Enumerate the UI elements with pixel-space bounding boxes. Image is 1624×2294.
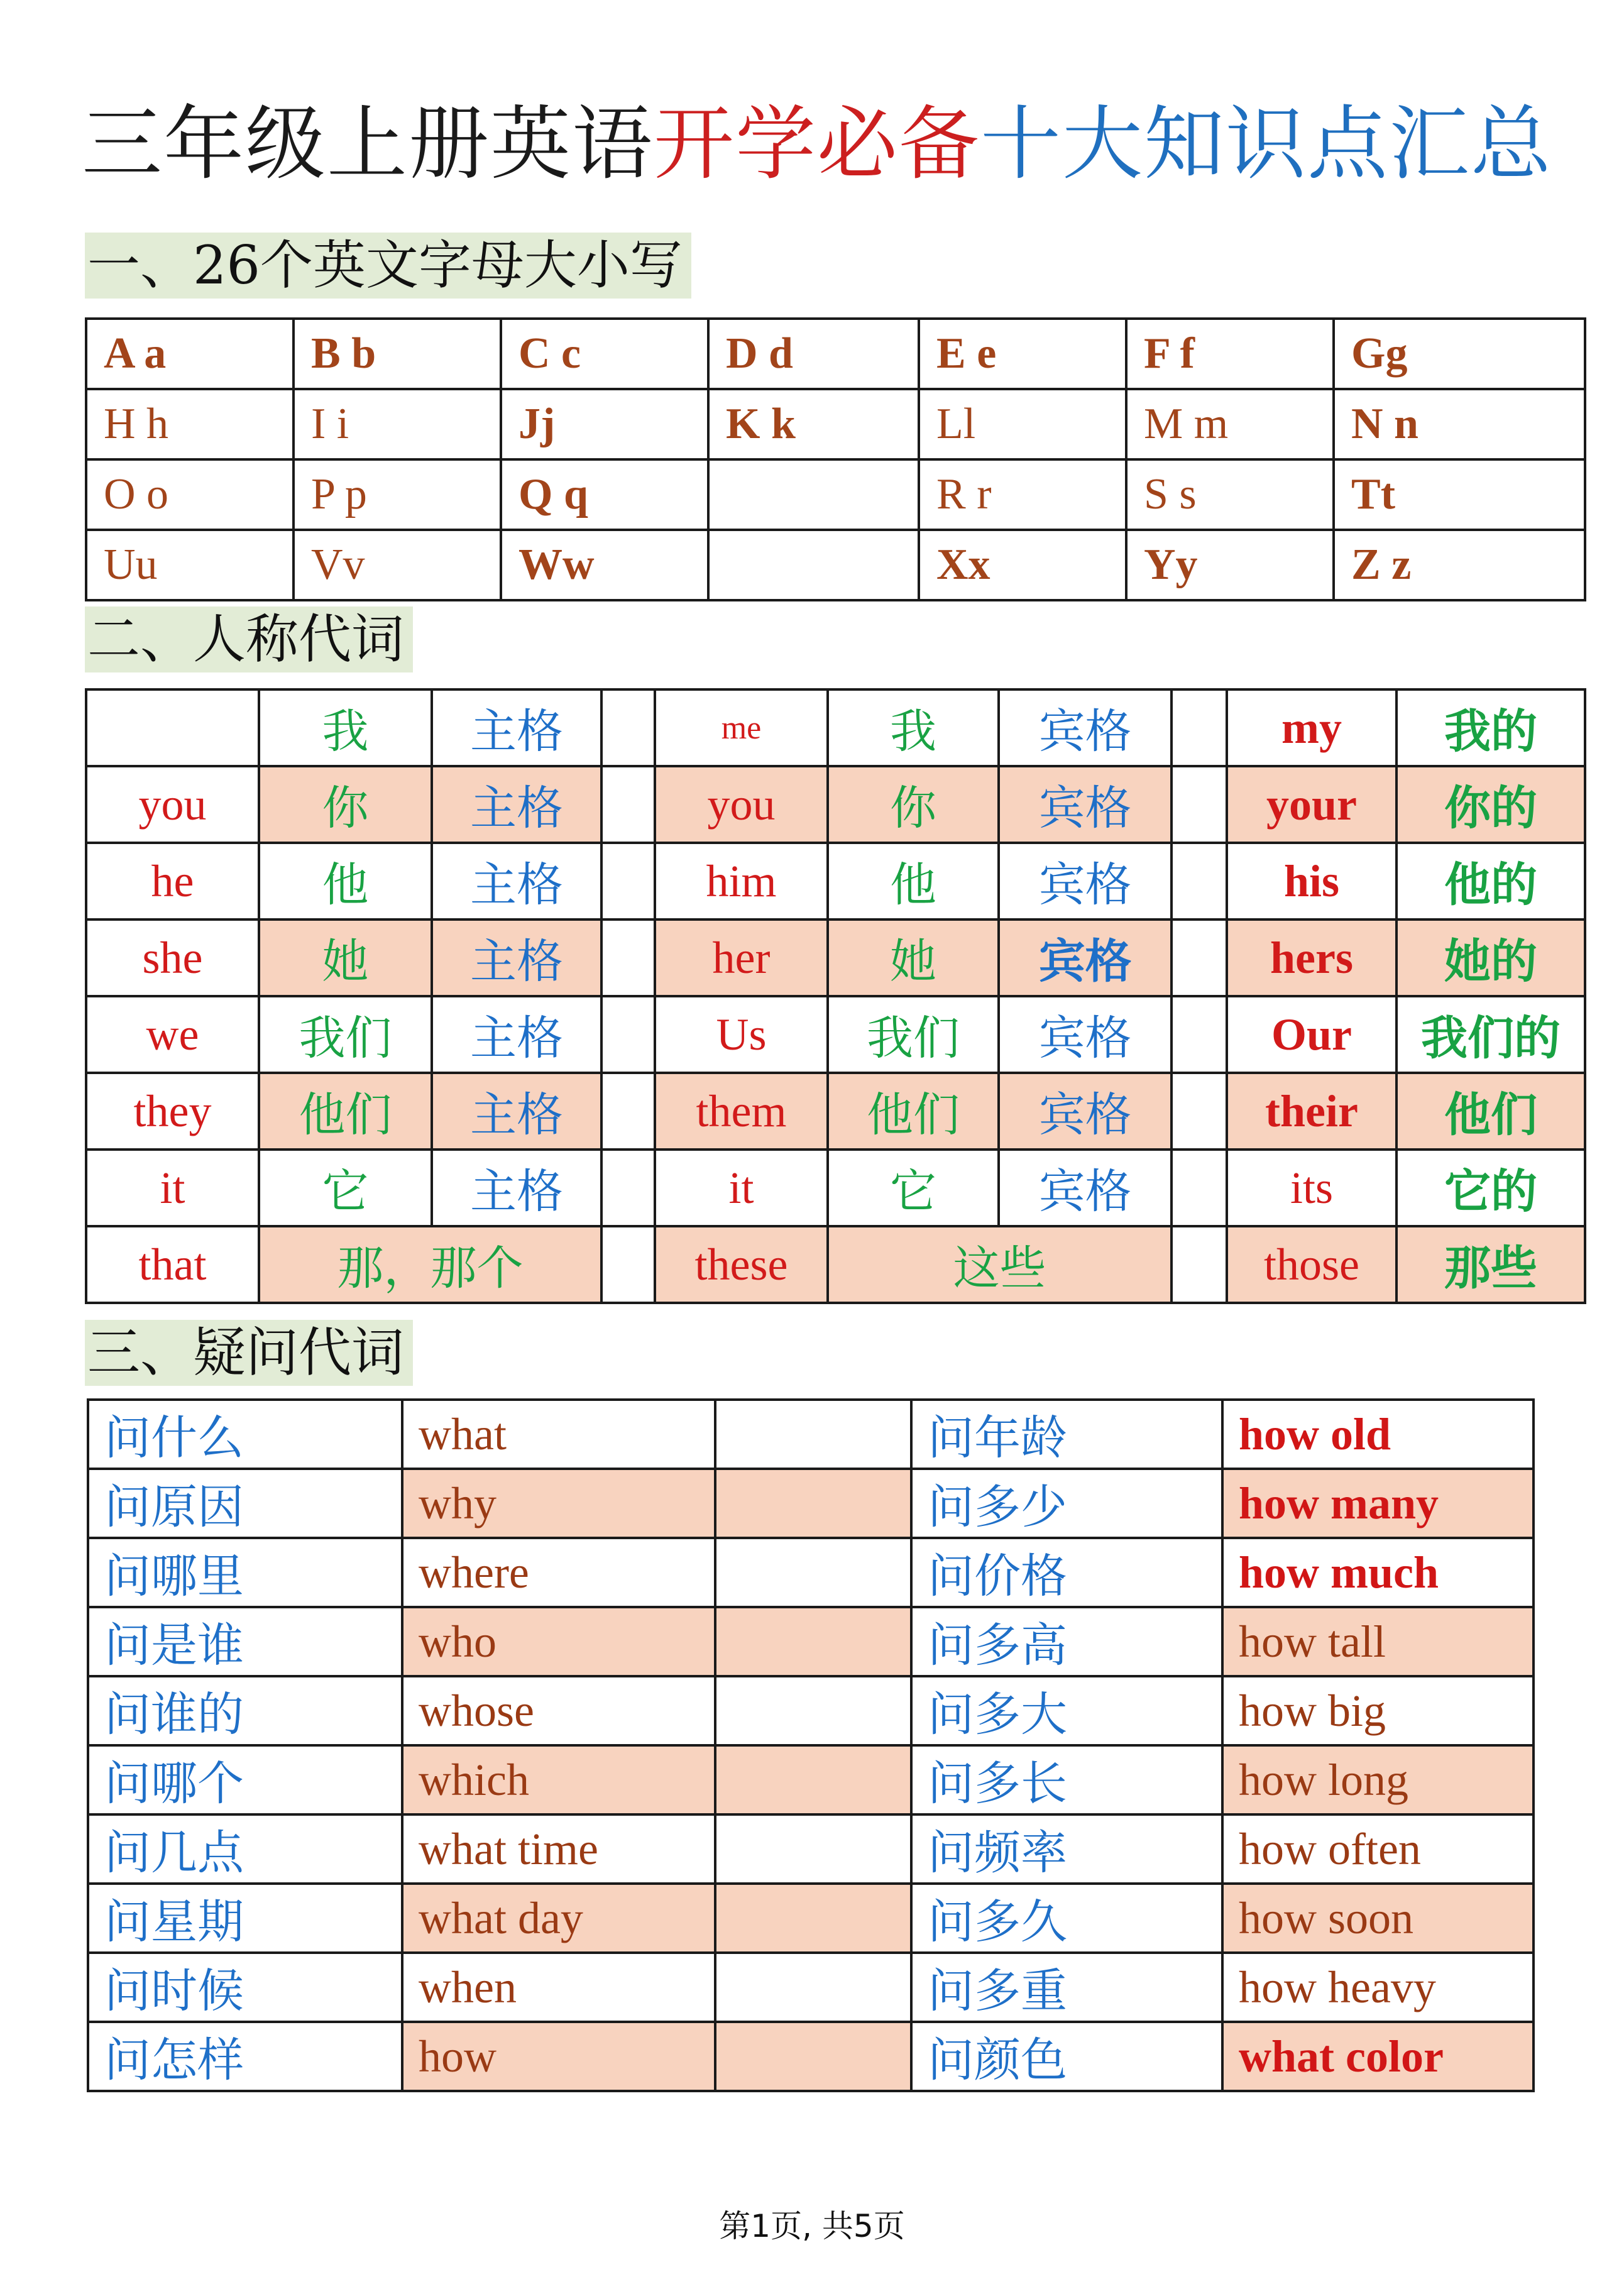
possessive-meaning: 你的 [1396, 766, 1585, 843]
object-pronoun: you [655, 766, 828, 843]
section-heading-pronouns: 二、人称代词 [85, 606, 413, 672]
letter-cell: Gg [1334, 319, 1585, 389]
spacer-cell [601, 1150, 655, 1226]
letter-cell: K k [708, 389, 919, 459]
subject-meaning: 它 [259, 1150, 432, 1226]
possessive-pronoun: your [1227, 766, 1396, 843]
question-word: who [402, 1607, 715, 1676]
question-meaning: 问怎样 [88, 2022, 402, 2091]
page-title [82, 94, 1590, 195]
letter-cell: Yy [1126, 530, 1334, 600]
table-row [88, 1814, 1533, 1884]
question-meaning: 问多大 [911, 1676, 1222, 1745]
question-meaning: 问频率 [911, 1814, 1222, 1884]
letter-cell: H h [86, 389, 294, 459]
spacer-cell [1171, 689, 1227, 766]
table-row [88, 1400, 1533, 1469]
question-word: how big [1222, 1676, 1533, 1745]
title-part-2: 开学必备 [654, 97, 981, 191]
possessive-pronoun: hers [1227, 919, 1396, 996]
question-word: how soon [1222, 1884, 1533, 1953]
question-word: what day [402, 1884, 715, 1953]
spacer-cell [715, 1469, 911, 1538]
case-label: 主格 [432, 766, 601, 843]
table-row [86, 766, 1585, 843]
spacer-cell [1171, 766, 1227, 843]
case-label: 宾格 [999, 689, 1171, 766]
subject-pronoun [86, 689, 259, 766]
spacer-cell [715, 1884, 911, 1953]
case-label: 主格 [432, 1150, 601, 1226]
section-heading-alphabet: 一、26个英文字母大小写 [85, 233, 691, 299]
question-meaning: 问哪里 [88, 1538, 402, 1607]
title-part-1: 三年级上册英语 [82, 97, 654, 191]
letter-cell: S s [1126, 459, 1334, 530]
question-meaning: 问多重 [911, 1953, 1222, 2022]
letter-cell: Ww [501, 530, 708, 600]
possessive-meaning: 他们 [1396, 1073, 1585, 1150]
personal-pronoun-table [85, 688, 1586, 1304]
question-word: how long [1222, 1745, 1533, 1814]
spacer-cell [715, 1953, 911, 2022]
subject-meaning: 你 [259, 766, 432, 843]
possessive-pronoun: those [1227, 1226, 1396, 1303]
question-word: when [402, 1953, 715, 2022]
question-meaning: 问多高 [911, 1607, 1222, 1676]
table-row [88, 2022, 1533, 2091]
object-meaning: 它 [828, 1150, 999, 1226]
object-pronoun: him [655, 843, 828, 919]
spacer-cell [601, 1226, 655, 1303]
table-row [88, 1884, 1533, 1953]
question-word: where [402, 1538, 715, 1607]
table-row [88, 1607, 1533, 1676]
letter-cell: B b [294, 319, 501, 389]
question-word: how tall [1222, 1607, 1533, 1676]
spacer-cell [601, 996, 655, 1073]
spacer-cell [1171, 843, 1227, 919]
question-meaning: 问谁的 [88, 1676, 402, 1745]
letter-cell [708, 459, 919, 530]
section-heading-questions: 三、疑问代词 [85, 1320, 413, 1386]
case-label: 宾格 [999, 843, 1171, 919]
object-meaning: 你 [828, 766, 999, 843]
letter-cell: M m [1126, 389, 1334, 459]
subject-pronoun: he [86, 843, 259, 919]
question-word: which [402, 1745, 715, 1814]
subject-pronoun: it [86, 1150, 259, 1226]
object-meaning: 我们 [828, 996, 999, 1073]
possessive-meaning: 我的 [1396, 689, 1585, 766]
spacer-cell [715, 1814, 911, 1884]
question-word: how much [1222, 1538, 1533, 1607]
letter-cell: C c [501, 319, 708, 389]
letter-cell: N n [1334, 389, 1585, 459]
question-word: whose [402, 1676, 715, 1745]
spacer-cell [601, 766, 655, 843]
letter-cell: Ll [919, 389, 1126, 459]
table-row [86, 689, 1585, 766]
question-meaning: 问什么 [88, 1400, 402, 1469]
subject-pronoun: they [86, 1073, 259, 1150]
spacer-cell [715, 2022, 911, 2091]
spacer-cell [715, 1400, 911, 1469]
subject-meaning: 她 [259, 919, 432, 996]
letter-cell: R r [919, 459, 1126, 530]
question-word: how old [1222, 1400, 1533, 1469]
object-pronoun: these [655, 1226, 828, 1303]
question-meaning: 问多少 [911, 1469, 1222, 1538]
question-meaning: 问原因 [88, 1469, 402, 1538]
page-number-footer: 第1页, 共5页 [719, 2208, 905, 2244]
table-row [88, 1745, 1533, 1814]
subject-pronoun: that [86, 1226, 259, 1303]
subject-meaning: 他 [259, 843, 432, 919]
table-row [86, 319, 1585, 389]
letter-cell: D d [708, 319, 919, 389]
question-word: what time [402, 1814, 715, 1884]
question-meaning: 问颜色 [911, 2022, 1222, 2091]
case-label: 主格 [432, 996, 601, 1073]
question-word: how many [1222, 1469, 1533, 1538]
question-meaning: 问时候 [88, 1953, 402, 2022]
letter-cell: I i [294, 389, 501, 459]
subject-pronoun: we [86, 996, 259, 1073]
letter-cell: E e [919, 319, 1126, 389]
table-row [88, 1469, 1533, 1538]
subject-meaning: 我 [259, 689, 432, 766]
letter-cell: A a [86, 319, 294, 389]
spacer-cell [601, 919, 655, 996]
case-label: 主格 [432, 1073, 601, 1150]
spacer-cell [601, 843, 655, 919]
letter-cell: Z z [1334, 530, 1585, 600]
question-word: how heavy [1222, 1953, 1533, 2022]
question-meaning: 问多长 [911, 1745, 1222, 1814]
question-meaning: 问几点 [88, 1814, 402, 1884]
table-row [86, 996, 1585, 1073]
question-word: why [402, 1469, 715, 1538]
possessive-meaning: 她的 [1396, 919, 1585, 996]
letter-cell: P p [294, 459, 501, 530]
table-row [86, 389, 1585, 459]
object-pronoun: it [655, 1150, 828, 1226]
spacer-cell [601, 689, 655, 766]
letter-cell: Vv [294, 530, 501, 600]
object-meaning: 她 [828, 919, 999, 996]
question-word: how [402, 2022, 715, 2091]
possessive-pronoun: their [1227, 1073, 1396, 1150]
question-meaning: 问多久 [911, 1884, 1222, 1953]
spacer-cell [715, 1538, 911, 1607]
question-meaning: 问价格 [911, 1538, 1222, 1607]
spacer-cell [1171, 919, 1227, 996]
question-word: how often [1222, 1814, 1533, 1884]
object-pronoun: Us [655, 996, 828, 1073]
case-label: 主格 [432, 919, 601, 996]
table-row [88, 1676, 1533, 1745]
letter-cell [708, 530, 919, 600]
letter-cell: O o [86, 459, 294, 530]
question-meaning: 问是谁 [88, 1607, 402, 1676]
subject-meaning: 我们 [259, 996, 432, 1073]
subject-meaning: 那，那个 [259, 1226, 601, 1303]
case-label: 宾格 [999, 1150, 1171, 1226]
possessive-meaning: 他的 [1396, 843, 1585, 919]
possessive-meaning: 那些 [1396, 1226, 1585, 1303]
letter-cell: Xx [919, 530, 1126, 600]
title-part-3: 十大知识点汇总 [980, 97, 1553, 191]
case-label: 宾格 [999, 766, 1171, 843]
subject-pronoun: she [86, 919, 259, 996]
letter-cell: Jj [501, 389, 708, 459]
spacer-cell [1171, 1150, 1227, 1226]
possessive-pronoun: Our [1227, 996, 1396, 1073]
spacer-cell [601, 1073, 655, 1150]
table-row [86, 459, 1585, 530]
object-meaning: 我 [828, 689, 999, 766]
table-row [86, 530, 1585, 600]
table-row [86, 843, 1585, 919]
spacer-cell [715, 1607, 911, 1676]
question-meaning: 问哪个 [88, 1745, 402, 1814]
case-label: 主格 [432, 843, 601, 919]
object-meaning: 这些 [828, 1226, 1171, 1303]
spacer-cell [1171, 1226, 1227, 1303]
object-pronoun: me [655, 689, 828, 766]
object-pronoun: them [655, 1073, 828, 1150]
question-word-table [87, 1398, 1535, 2092]
alphabet-table [85, 317, 1586, 601]
possessive-pronoun: its [1227, 1150, 1396, 1226]
subject-pronoun: you [86, 766, 259, 843]
question-meaning: 问星期 [88, 1884, 402, 1953]
table-row [86, 1150, 1585, 1226]
letter-cell: Uu [86, 530, 294, 600]
letter-cell: Tt [1334, 459, 1585, 530]
object-meaning: 他们 [828, 1073, 999, 1150]
spacer-cell [715, 1676, 911, 1745]
case-label: 主格 [432, 689, 601, 766]
subject-meaning: 他们 [259, 1073, 432, 1150]
question-word: what [402, 1400, 715, 1469]
object-pronoun: her [655, 919, 828, 996]
spacer-cell [1171, 1073, 1227, 1150]
letter-cell: F f [1126, 319, 1334, 389]
table-row [86, 919, 1585, 996]
question-meaning: 问年龄 [911, 1400, 1222, 1469]
table-row [86, 1226, 1585, 1303]
possessive-meaning: 我们的 [1396, 996, 1585, 1073]
possessive-pronoun: his [1227, 843, 1396, 919]
possessive-meaning: 它的 [1396, 1150, 1585, 1226]
question-word: what color [1222, 2022, 1533, 2091]
case-label: 宾格 [999, 1073, 1171, 1150]
spacer-cell [1171, 996, 1227, 1073]
possessive-pronoun: my [1227, 689, 1396, 766]
case-label: 宾格 [999, 919, 1171, 996]
table-row [88, 1953, 1533, 2022]
spacer-cell [715, 1745, 911, 1814]
table-row [88, 1538, 1533, 1607]
object-meaning: 他 [828, 843, 999, 919]
case-label: 宾格 [999, 996, 1171, 1073]
table-row [86, 1073, 1585, 1150]
letter-cell: Q q [501, 459, 708, 530]
